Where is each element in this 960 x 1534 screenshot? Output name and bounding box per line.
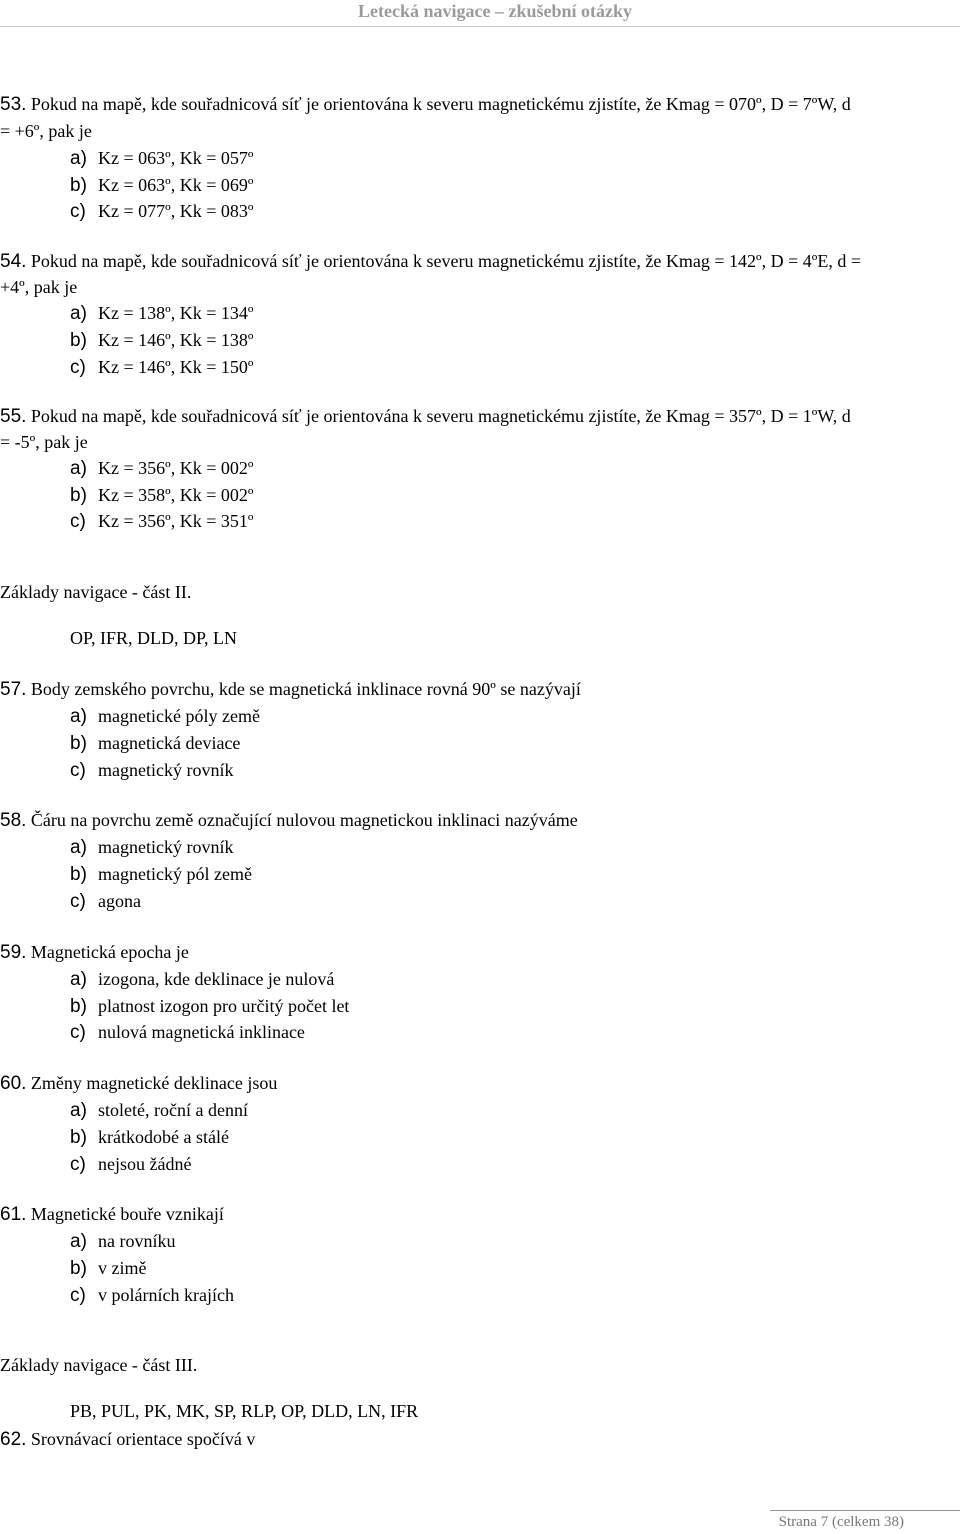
option-a: a) izogona, kde deklinace je nulová: [70, 969, 335, 990]
question-59: [0, 940, 189, 965]
option-a: a) magnetické póly země: [70, 706, 260, 727]
question-number: 62.: [0, 1429, 27, 1450]
footer-divider: [770, 1510, 960, 1511]
question-61: [0, 1202, 224, 1227]
option-a: a) na rovníku: [70, 1231, 176, 1252]
question-number: 57.: [0, 679, 27, 700]
question-number: 61.: [0, 1204, 27, 1225]
question-text-continued: +4º, pak je: [0, 277, 78, 297]
option-c: c) agona: [70, 891, 141, 912]
question-text: Pokud na mapě, kde souřadnicová síť je orientována k severu magnetickému zjistíte, že Kmag = 357º, D = 1ºW, d: [30, 406, 851, 426]
question-text: Změny magnetické deklinace jsou: [30, 1073, 278, 1093]
question-53: [0, 92, 851, 117]
option-b: b) platnost izogon pro určitý počet let: [70, 996, 350, 1017]
option-b: b) magnetický pól země: [70, 864, 252, 885]
section-codes: PB, PUL, PK, MK, SP, RLP, OP, DLD, LN, IFR: [70, 1401, 419, 1421]
question-text: Čáru na povrchu země označující nulovou magnetickou inklinaci nazýváme: [30, 810, 578, 830]
header-title: Letecká navigace – zkušební otázky: [358, 1, 632, 21]
question-58: [0, 808, 578, 833]
question-number: 58.: [0, 810, 27, 831]
option-c: c) v polárních krajích: [70, 1285, 234, 1306]
option-b: b) Kz = 063º, Kk = 069º: [70, 175, 254, 196]
option-c: c) Kz = 356º, Kk = 351º: [70, 511, 254, 532]
header-divider: [0, 26, 960, 27]
question-text: Srovnávací orientace spočívá v: [30, 1429, 256, 1449]
option-a: a) Kz = 356º, Kk = 002º: [70, 458, 254, 479]
question-text: Pokud na mapě, kde souřadnicová síť je orientována k severu magnetickému zjistíte, že Kmag = 142º, D = 4ºE, d =: [30, 251, 862, 271]
section-title: Základy navigace - část III.: [0, 1355, 198, 1375]
option-a: a) Kz = 138º, Kk = 134º: [70, 303, 254, 324]
section-codes: OP, IFR, DLD, DP, LN: [70, 628, 238, 648]
question-number: 59.: [0, 942, 27, 963]
question-number: 60.: [0, 1073, 27, 1094]
question-57: [0, 677, 581, 702]
option-c: c) nulová magnetická inklinace: [70, 1022, 305, 1043]
question-text: Body zemského povrchu, kde se magnetická inklinace rovná 90º se nazývají: [30, 679, 581, 699]
question-60: [0, 1071, 277, 1096]
option-b: b) magnetická deviace: [70, 733, 241, 754]
option-b: b) krátkodobé a stálé: [70, 1127, 229, 1148]
question-text: Magnetická epocha je: [30, 942, 189, 962]
page-header: [0, 0, 960, 24]
option-c: c) nejsou žádné: [70, 1154, 192, 1175]
question-text-continued: = +6º, pak je: [0, 121, 92, 141]
option-c: c) Kz = 146º, Kk = 150º: [70, 357, 254, 378]
option-a: a) stoleté, roční a denní: [70, 1100, 248, 1121]
question-number: 53.: [0, 94, 27, 115]
question-55: [0, 404, 851, 429]
option-b: b) Kz = 146º, Kk = 138º: [70, 330, 254, 351]
option-a: a) Kz = 063º, Kk = 057º: [70, 148, 254, 169]
section-title: Základy navigace - část II.: [0, 582, 192, 602]
question-62: [0, 1427, 255, 1452]
option-c: c) Kz = 077º, Kk = 083º: [70, 201, 254, 222]
question-text-continued: = -5º, pak je: [0, 432, 88, 452]
question-54: [0, 249, 861, 274]
page-number: Strana 7 (celkem 38): [778, 1514, 904, 1530]
option-a: a) magnetický rovník: [70, 837, 234, 858]
option-c: c) magnetický rovník: [70, 760, 234, 781]
option-b: b) Kz = 358º, Kk = 002º: [70, 485, 254, 506]
question-number: 55.: [0, 406, 27, 427]
question-number: 54.: [0, 251, 27, 272]
question-text: Pokud na mapě, kde souřadnicová síť je orientována k severu magnetickému zjistíte, že Kmag = 070º, D = 7ºW, d: [30, 94, 851, 114]
question-text: Magnetické bouře vznikají: [30, 1204, 224, 1224]
option-b: b) v zimě: [70, 1258, 147, 1279]
